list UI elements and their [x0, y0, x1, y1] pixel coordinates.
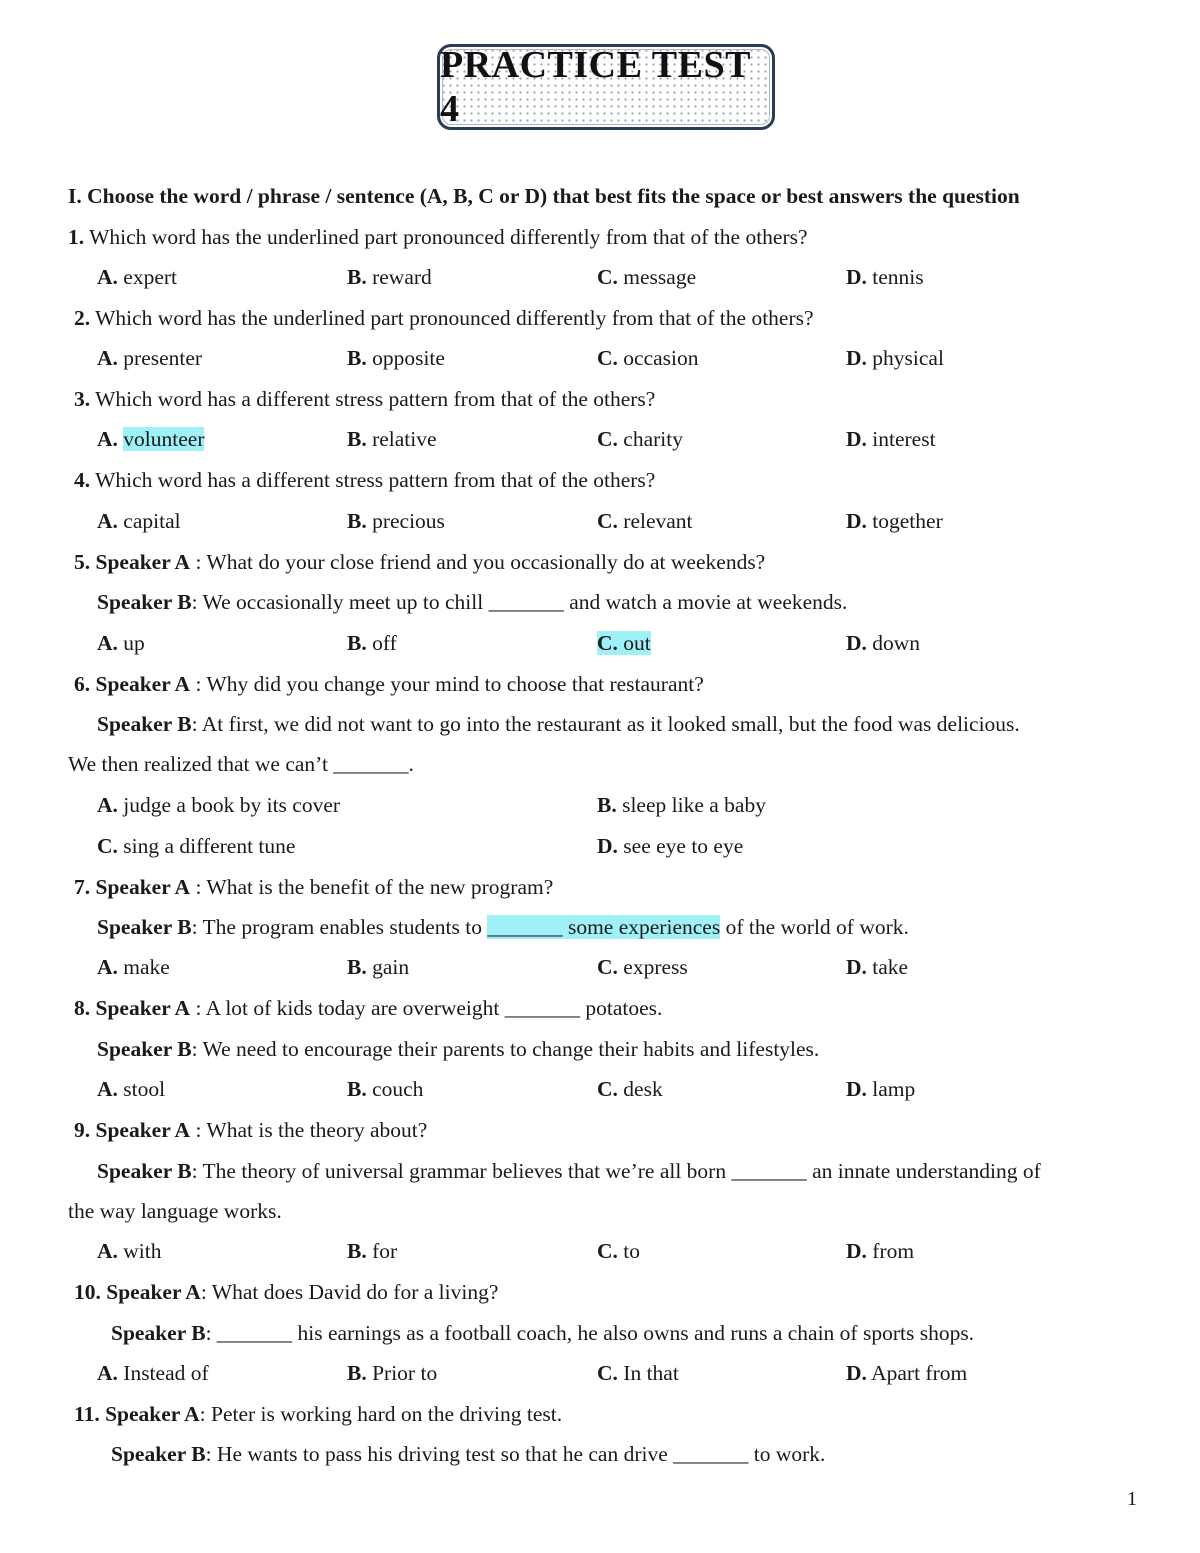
question-1: 1. Which word has the underlined part pronounced differently from that of the others?: [68, 225, 808, 249]
question-6-speaker-a: 6. Speaker A : Why did you change your mind to choose that restaurant?: [74, 672, 704, 696]
q3-option-d[interactable]: D. interest: [846, 427, 936, 451]
question-5-speaker-a: 5. Speaker A : What do your close friend and you occasionally do at weekends?: [74, 550, 766, 574]
q3-option-c[interactable]: C. charity: [597, 427, 683, 451]
q8-option-d[interactable]: D. lamp: [846, 1077, 916, 1101]
q4-option-c[interactable]: C. relevant: [597, 509, 693, 533]
q5-option-a[interactable]: A. up: [97, 631, 145, 655]
q4-option-a[interactable]: A. capital: [97, 509, 181, 533]
title-box: [437, 44, 775, 130]
q3-option-a[interactable]: A. volunteer: [97, 427, 205, 451]
q5-option-d[interactable]: D. down: [846, 631, 921, 655]
question-8-speaker-a: 8. Speaker A : A lot of kids today are overweight _______ potatoes.: [74, 996, 663, 1020]
q9-option-d[interactable]: D. from: [846, 1239, 915, 1263]
q8-option-a[interactable]: A. stool: [97, 1077, 166, 1101]
q4-option-d[interactable]: D. together: [846, 509, 943, 533]
q10-option-b[interactable]: B. Prior to: [347, 1361, 438, 1385]
q6-option-d[interactable]: D. see eye to eye: [597, 834, 744, 858]
q9-option-c[interactable]: C. to: [597, 1239, 641, 1263]
question-11-speaker-a: 11. Speaker A: Peter is working hard on the driving test.: [74, 1402, 563, 1426]
question-5-speaker-b: Speaker B: We occasionally meet up to chill _______ and watch a movie at weekends.: [97, 590, 848, 614]
question-6-speaker-b-cont: We then realized that we can’t _______.: [68, 752, 414, 776]
page-number: 1: [1127, 1488, 1137, 1510]
question-3: 3. Which word has a different stress pattern from that of the others?: [74, 387, 656, 411]
q7-option-b[interactable]: B. gain: [347, 955, 410, 979]
q1-option-c[interactable]: C. message: [597, 265, 697, 289]
q7-option-a[interactable]: A. make: [97, 955, 170, 979]
q8-option-c[interactable]: C. desk: [597, 1077, 663, 1101]
highlighted-phrase: _______ some experiences: [487, 915, 721, 939]
q10-option-a[interactable]: A. Instead of: [97, 1361, 209, 1385]
question-7-speaker-b: Speaker B: The program enables students to _______ some experiences of the world of work.: [97, 915, 909, 939]
q7-option-d[interactable]: D. take: [846, 955, 909, 979]
q1-option-b[interactable]: B. reward: [347, 265, 432, 289]
question-6-speaker-b: Speaker B: At first, we did not want to go into the restaurant as it looked small, but the food was delicious.: [97, 712, 1020, 736]
question-2: 2. Which word has the underlined part pronounced differently from that of the others?: [74, 306, 814, 330]
highlighted-answer: C. out: [597, 631, 651, 655]
q2-option-b[interactable]: B. opposite: [347, 346, 445, 370]
q10-option-d[interactable]: D. Apart from: [846, 1361, 968, 1385]
question-11-speaker-b: Speaker B: He wants to pass his driving test so that he can drive _______ to work.: [111, 1442, 826, 1466]
q9-option-a[interactable]: A. with: [97, 1239, 162, 1263]
q3-option-b[interactable]: B. relative: [347, 427, 437, 451]
q5-option-b[interactable]: B. off: [347, 631, 397, 655]
question-10-speaker-b: Speaker B: _______ his earnings as a football coach, he also owns and runs a chain of sports shops.: [111, 1321, 975, 1345]
q2-option-c[interactable]: C. occasion: [597, 346, 699, 370]
question-10-speaker-a: 10. Speaker A: What does David do for a living?: [74, 1280, 499, 1304]
q6-option-c[interactable]: C. sing a different tune: [97, 834, 296, 858]
q1-option-a[interactable]: A. expert: [97, 265, 177, 289]
q1-option-d[interactable]: D. tennis: [846, 265, 924, 289]
q5-option-c[interactable]: [597, 629, 651, 657]
question-9-speaker-a: 9. Speaker A : What is the theory about?: [74, 1118, 428, 1142]
question-9-speaker-b-cont: the way language works.: [68, 1199, 282, 1223]
question-9-speaker-b: Speaker B: The theory of universal grammar believes that we’re all born _______ an innate understanding of: [97, 1159, 1041, 1183]
q6-option-b[interactable]: B. sleep like a baby: [597, 793, 766, 817]
q2-option-a[interactable]: A. presenter: [97, 346, 203, 370]
q7-option-c[interactable]: C. express: [597, 955, 688, 979]
page-title: PRACTICE TEST 4: [440, 44, 751, 130]
q6-option-a[interactable]: A. judge a book by its cover: [97, 793, 341, 817]
q9-option-b[interactable]: B. for: [347, 1239, 398, 1263]
question-8-speaker-b: Speaker B: We need to encourage their parents to change their habits and lifestyles.: [97, 1037, 820, 1061]
question-7-speaker-a: 7. Speaker A : What is the benefit of the new program?: [74, 875, 554, 899]
question-4: 4. Which word has a different stress pattern from that of the others?: [74, 468, 656, 492]
q4-option-b[interactable]: B. precious: [347, 509, 445, 533]
section-heading: I. Choose the word / phrase / sentence (A, B, C or D) that best fits the space or best answers the question: [68, 184, 1020, 208]
q10-option-c[interactable]: C. In that: [597, 1361, 679, 1385]
q8-option-b[interactable]: B. couch: [347, 1077, 424, 1101]
q2-option-d[interactable]: D. physical: [846, 346, 944, 370]
highlighted-answer: volunteer: [123, 427, 205, 451]
